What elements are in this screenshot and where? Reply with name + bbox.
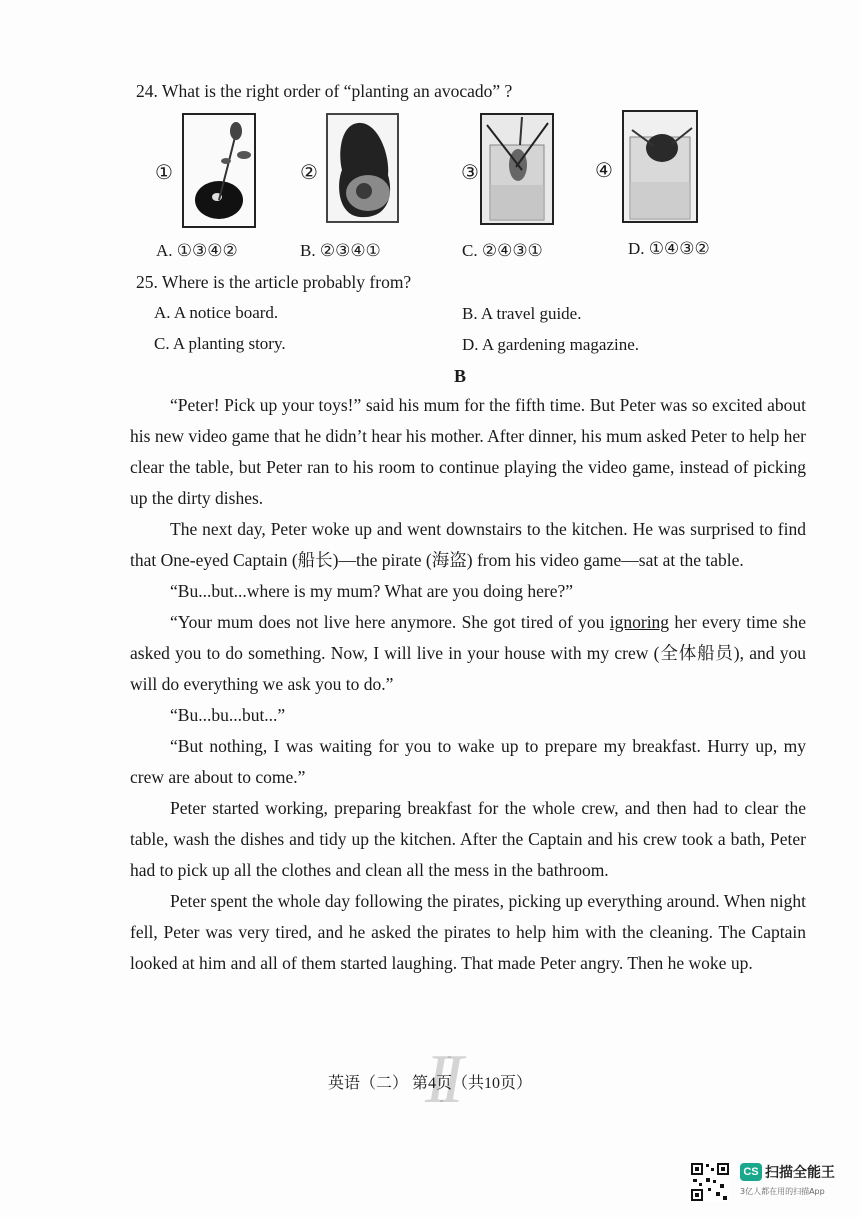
- paragraph-3: “Bu...but...where is my mum? What are you doing here?”: [170, 581, 574, 601]
- q25-stem: 25. Where is the article probably from?: [136, 272, 412, 292]
- paragraph-5: “Bu...bu...but...”: [170, 705, 286, 725]
- decorative-h-mark: II: [425, 1041, 456, 1118]
- q25-option-a: A. A notice board.: [154, 303, 279, 322]
- paragraph-2: The next day, Peter woke up and went downstairs to the kitchen. He was surprised to find that One-eyed Captain (船长)—the pirate (海盗) from his video game—sat at the table.: [130, 519, 806, 570]
- paragraph-8: Peter spent the whole day following the pirates, picking up everything around. When night fell, Peter was very tired, and he asked the pirates to help him with the cleaning. The Captain looked at him and all of them started laughing. That made Peter angry. Then he woke up.: [130, 891, 806, 973]
- pit-in-water-glass-toothpicks-image: [480, 113, 554, 225]
- paragraph-4: [130, 607, 806, 700]
- q25-option-c: C. A planting story.: [154, 334, 286, 353]
- q24-option-b: B. ②③④①: [300, 241, 381, 260]
- q24-option-a: A. ①③④②: [156, 241, 238, 260]
- camscanner-logo: CS: [740, 1163, 762, 1181]
- cut-avocado-image: [326, 113, 399, 223]
- pic-label-1: ①: [155, 162, 173, 184]
- paragraph-6: “But nothing, I was waiting for you to wake up to prepare my breakfast. Hurry up, my crew are about to come.”: [130, 736, 806, 787]
- q24-stem: 24. What is the right order of “planting an avocado” ?: [136, 81, 513, 101]
- q24-option-c: C. ②④③①: [462, 241, 543, 260]
- qr-code-icon: [690, 1162, 730, 1202]
- pic-label-4: ④: [595, 160, 613, 182]
- q24-option-d: D. ①④③②: [628, 239, 710, 258]
- avocado-pit-sprout-image: [182, 113, 256, 228]
- section-b-title: B: [453, 366, 466, 386]
- paragraph-7: Peter started working, preparing breakfast for the whole crew, and then had to clear the table, wash the dishes and tidy up the kitchen. After the Captain and his crew took a bath, Peter had to pick up all the clothes and clean all the mess in the bathroom.: [130, 798, 806, 880]
- camscanner-brand: 扫描全能王: [765, 1165, 835, 1181]
- pic-label-2: ②: [300, 162, 318, 184]
- paragraph-4-end: her every time she asked you to do something. Now, I will live in your house with my crew (全体船员), and you will do everything we ask you to do.”: [130, 612, 806, 694]
- paragraph-1: “Peter! Pick up your toys!” said his mum for the fifth time. But Peter was so excited about his new video game that he didn’t hear his mother. After dinner, his mum asked Peter to help her clear the table, but Peter ran to his room to continue playing the video game, instead of picking up the dirty dishes.: [130, 395, 806, 508]
- pic-label-3: ③: [461, 162, 479, 184]
- paragraph-4-start: “Your mum does not live here anymore. She got tired of you: [170, 612, 610, 632]
- q25-option-d: D. A gardening magazine.: [462, 335, 640, 354]
- q25-option-b: B. A travel guide.: [462, 304, 582, 323]
- camscanner-tagline: 3亿人都在用的扫描App: [740, 1187, 825, 1196]
- underlined-word-ignoring: ignoring: [609, 612, 670, 632]
- page-footer: 英语（二） 第4页（共10页）: [327, 1075, 532, 1092]
- passage-b: [130, 390, 806, 979]
- pit-in-water-jar-image: [622, 110, 698, 223]
